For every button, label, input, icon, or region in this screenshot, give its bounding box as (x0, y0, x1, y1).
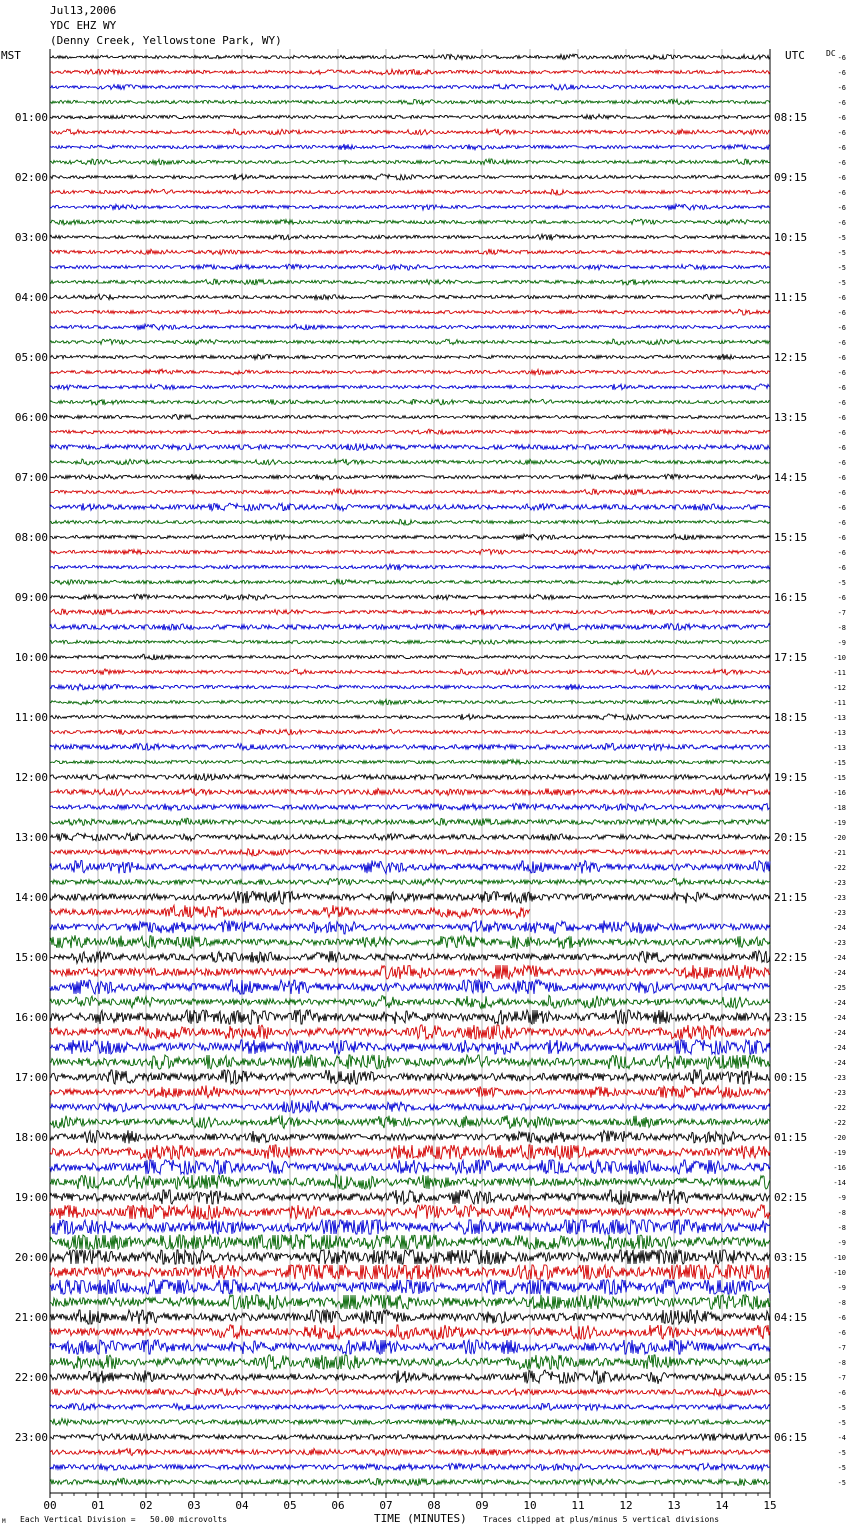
trace-row-53 (50, 833, 770, 841)
utc-label-0415: 04:15 (774, 1311, 808, 1324)
trace-row-10 (50, 189, 770, 195)
trace-row-61 (50, 951, 770, 964)
dc-offset-row-19: -6 (837, 324, 846, 332)
trace-row-64 (50, 995, 770, 1008)
trace-row-35 (50, 564, 770, 570)
x-tick-label-04: 04 (235, 1499, 249, 1512)
dc-offset-row-28: -6 (837, 459, 846, 467)
trace-row-47 (50, 743, 770, 750)
trace-row-95 (50, 1463, 770, 1471)
trace-row-27 (50, 443, 770, 450)
dc-offset-row-3: -6 (837, 84, 846, 92)
trace-row-29 (50, 474, 770, 480)
dc-offset-row-89: -7 (837, 1374, 846, 1382)
trace-row-88 (50, 1355, 770, 1369)
trace-row-30 (50, 489, 770, 495)
dc-offset-row-41: -10 (833, 654, 846, 662)
dc-offset-row-71: -22 (833, 1104, 846, 1112)
mst-label-1400: 14:00 (14, 891, 48, 904)
trace-row-67 (50, 1040, 770, 1054)
utc-label-0515: 05:15 (774, 1371, 808, 1384)
dc-offset-row-67: -24 (833, 1044, 846, 1052)
trace-row-19 (50, 324, 770, 330)
utc-label-1915: 19:15 (774, 771, 808, 784)
trace-row-55 (50, 860, 770, 873)
station-label: YDC EHZ WY (50, 19, 117, 32)
dc-offset-row-78: -8 (837, 1209, 846, 1217)
trace-row-15 (50, 264, 770, 270)
utc-label-2215: 22:15 (774, 951, 808, 964)
x-tick-label-03: 03 (187, 1499, 201, 1512)
trace-row-60 (50, 935, 770, 949)
trace-row-18 (50, 309, 770, 315)
dc-offset-row-47: -13 (833, 744, 846, 752)
trace-row-87 (50, 1340, 770, 1354)
trace-row-1 (50, 54, 770, 59)
utc-label-1515: 15:15 (774, 531, 808, 544)
trace-row-85 (50, 1310, 770, 1324)
dc-offset-row-7: -6 (837, 144, 846, 152)
trace-row-65 (50, 1010, 770, 1024)
dc-offset-row-40: -9 (837, 639, 846, 647)
mst-label-0700: 07:00 (14, 471, 48, 484)
trace-row-94 (50, 1448, 770, 1455)
dc-offset-row-90: -6 (837, 1389, 846, 1397)
dc-offset-row-59: -24 (833, 924, 846, 932)
dc-offset-row-36: -5 (837, 579, 846, 587)
trace-row-3 (50, 84, 770, 90)
trace-row-54 (50, 849, 770, 856)
dc-offset-row-27: -6 (837, 444, 846, 452)
utc-label-1715: 17:15 (774, 651, 808, 664)
dc-offset-row-45: -13 (833, 714, 846, 722)
dc-offset-row-43: -12 (833, 684, 846, 692)
trace-row-13 (50, 234, 770, 240)
trace-row-21 (50, 354, 770, 360)
mst-label-2300: 23:00 (14, 1431, 48, 1444)
dc-offset-row-65: -24 (833, 1014, 846, 1022)
trace-row-5 (50, 114, 770, 119)
utc-label-1115: 11:15 (774, 291, 808, 304)
trace-row-49 (50, 773, 770, 780)
trace-row-59 (50, 921, 770, 935)
trace-row-45 (50, 714, 770, 720)
dc-offset-row-24: -6 (837, 399, 846, 407)
dc-offset-row-32: -6 (837, 519, 846, 527)
dc-offset-row-17: -6 (837, 294, 846, 302)
trace-row-68 (50, 1055, 770, 1069)
dc-offset-row-30: -6 (837, 489, 846, 497)
mst-label-1100: 11:00 (14, 711, 48, 724)
trace-row-26 (50, 429, 770, 435)
dc-offset-row-95: -5 (837, 1464, 846, 1472)
trace-row-8 (50, 159, 770, 165)
dc-offset-row-68: -24 (833, 1059, 846, 1067)
utc-label-0615: 06:15 (774, 1431, 808, 1444)
mst-label-2000: 20:00 (14, 1251, 48, 1264)
dc-offset-row-63: -25 (833, 984, 846, 992)
mst-label-1600: 16:00 (14, 1011, 48, 1024)
trace-row-11 (50, 204, 770, 210)
dc-offset-row-22: -6 (837, 369, 846, 377)
dc-offset-row-50: -16 (833, 789, 846, 797)
dc-offset-row-29: -6 (837, 474, 846, 482)
mst-label-0200: 02:00 (14, 171, 48, 184)
trace-row-74 (50, 1145, 770, 1159)
trace-row-75 (50, 1160, 770, 1174)
utc-label-1615: 16:15 (774, 591, 808, 604)
dc-offset-row-62: -24 (833, 969, 846, 977)
trace-row-82 (50, 1265, 770, 1279)
dc-offset-row-38: -7 (837, 609, 846, 617)
dc-offset-row-2: -6 (837, 69, 846, 77)
trace-row-92 (50, 1418, 770, 1425)
dc-offset-row-93: -4 (837, 1434, 846, 1442)
x-axis-title: TIME (MINUTES) (374, 1512, 467, 1525)
trace-row-83 (50, 1280, 770, 1294)
trace-row-37 (50, 594, 770, 600)
x-tick-label-05: 05 (283, 1499, 297, 1512)
trace-row-46 (50, 729, 770, 735)
trace-row-4 (50, 99, 770, 104)
trace-row-77 (50, 1190, 770, 1204)
trace-row-6 (50, 129, 770, 135)
mst-label-1200: 12:00 (14, 771, 48, 784)
dc-offset-row-81: -10 (833, 1254, 846, 1262)
utc-label-1015: 10:15 (774, 231, 808, 244)
x-tick-label-13: 13 (667, 1499, 681, 1512)
dc-offset-row-69: -23 (833, 1074, 846, 1082)
dc-offset-row-44: -11 (833, 699, 846, 707)
dc-offset-row-54: -21 (833, 849, 846, 857)
trace-row-9 (50, 174, 770, 180)
utc-label-0015: 00:15 (774, 1071, 808, 1084)
trace-row-91 (50, 1403, 770, 1410)
trace-row-12 (50, 219, 770, 225)
trace-row-20 (50, 339, 770, 345)
x-tick-label-07: 07 (379, 1499, 393, 1512)
trace-row-17 (50, 294, 770, 299)
utc-label-1315: 13:15 (774, 411, 808, 424)
trace-row-69 (50, 1070, 770, 1084)
dc-offset-row-15: -5 (837, 264, 846, 272)
trace-row-32 (50, 519, 770, 525)
dc-offset-row-39: -8 (837, 624, 846, 632)
trace-row-34 (50, 549, 770, 555)
trace-row-90 (50, 1389, 770, 1396)
x-tick-label-15: 15 (763, 1499, 777, 1512)
dc-offset-row-49: -15 (833, 774, 846, 782)
mst-label-0600: 06:00 (14, 411, 48, 424)
x-tick-label-01: 01 (91, 1499, 105, 1512)
trace-row-52 (50, 818, 770, 825)
dc-offset-row-58: -23 (833, 909, 846, 917)
dc-offset-row-96: -5 (837, 1479, 846, 1487)
dc-header-label: DC (826, 49, 836, 58)
dc-offset-row-8: -6 (837, 159, 846, 167)
dc-offset-row-82: -10 (833, 1269, 846, 1277)
dc-offset-row-52: -19 (833, 819, 846, 827)
utc-label-0115: 01:15 (774, 1131, 808, 1144)
x-tick-label-02: 02 (139, 1499, 153, 1512)
x-tick-label-14: 14 (715, 1499, 729, 1512)
trace-row-80 (50, 1235, 770, 1249)
trace-row-89 (50, 1370, 770, 1384)
dc-offset-row-55: -22 (833, 864, 846, 872)
utc-label-1215: 12:15 (774, 351, 808, 364)
trace-row-78 (50, 1205, 770, 1219)
trace-row-14 (50, 249, 770, 255)
dc-offset-row-77: -9 (837, 1194, 846, 1202)
dc-offset-row-18: -6 (837, 309, 846, 317)
trace-row-84 (50, 1295, 770, 1309)
utc-label-0915: 09:15 (774, 171, 808, 184)
dc-offset-row-70: -23 (833, 1089, 846, 1097)
dc-offset-row-91: -5 (837, 1404, 846, 1412)
mst-label-0300: 03:00 (14, 231, 48, 244)
trace-row-22 (50, 369, 770, 375)
trace-row-96 (50, 1478, 770, 1486)
dc-offset-row-86: -6 (837, 1329, 846, 1337)
dc-offset-row-79: -8 (837, 1224, 846, 1232)
seismic-traces (50, 54, 770, 1486)
trace-row-33 (50, 534, 770, 540)
trace-row-72 (50, 1115, 770, 1128)
dc-offset-row-48: -15 (833, 759, 846, 767)
trace-row-39 (50, 623, 770, 630)
utc-label-0315: 03:15 (774, 1251, 808, 1264)
mst-label-0400: 04:00 (14, 291, 48, 304)
dc-offset-row-75: -16 (833, 1164, 846, 1172)
trace-row-86 (50, 1325, 770, 1339)
x-tick-label-06: 06 (331, 1499, 345, 1512)
trace-row-76 (50, 1175, 770, 1189)
mst-label-0800: 08:00 (14, 531, 48, 544)
trace-row-73 (50, 1130, 770, 1144)
dc-offset-row-37: -6 (837, 594, 846, 602)
clip-note: Traces clipped at plus/minus 5 vertical divisions (483, 1515, 720, 1524)
mst-label-2200: 22:00 (14, 1371, 48, 1384)
trace-row-38 (50, 609, 770, 615)
trace-row-71 (50, 1100, 770, 1113)
dc-offset-row-85: -6 (837, 1314, 846, 1322)
x-tick-label-11: 11 (571, 1499, 585, 1512)
dc-offset-row-26: -6 (837, 429, 846, 437)
mst-label-0900: 09:00 (14, 591, 48, 604)
dc-offset-row-33: -6 (837, 534, 846, 542)
dc-offset-row-57: -23 (833, 894, 846, 902)
mst-label-0500: 05:00 (14, 351, 48, 364)
dc-offset-row-80: -9 (837, 1239, 846, 1247)
mst-label-0100: 01:00 (14, 111, 48, 124)
dc-offset-row-51: -18 (833, 804, 846, 812)
dc-offset-row-61: -24 (833, 954, 846, 962)
utc-label-2115: 21:15 (774, 891, 808, 904)
dc-offset-row-31: -6 (837, 504, 846, 512)
mst-label-1900: 19:00 (14, 1191, 48, 1204)
utc-label-2315: 23:15 (774, 1011, 808, 1024)
x-axis (43, 1493, 776, 1512)
dc-offset-row-12: -6 (837, 219, 846, 227)
mst-label-1500: 15:00 (14, 951, 48, 964)
trace-row-36 (50, 579, 770, 585)
dc-offset-row-88: -8 (837, 1359, 846, 1367)
dc-offset-row-6: -6 (837, 129, 846, 137)
x-tick-label-10: 10 (523, 1499, 537, 1512)
dc-offset-row-42: -11 (833, 669, 846, 677)
trace-row-25 (50, 414, 770, 419)
trace-row-79 (50, 1220, 770, 1234)
corner-mark: M (2, 1518, 6, 1525)
dc-offset-row-73: -20 (833, 1134, 846, 1142)
dc-offset-row-16: -5 (837, 279, 846, 287)
dc-offset-row-13: -5 (837, 234, 846, 242)
dc-offset-row-76: -14 (833, 1179, 846, 1187)
mst-label-1300: 13:00 (14, 831, 48, 844)
trace-row-63 (50, 980, 770, 994)
dc-offset-row-21: -6 (837, 354, 846, 362)
dc-offset-row-4: -6 (837, 99, 846, 107)
trace-row-43 (50, 684, 770, 690)
trace-row-48 (50, 760, 770, 765)
trace-row-51 (50, 803, 770, 811)
mst-hour-labels (15, 111, 48, 1444)
trace-row-31 (50, 503, 770, 511)
trace-row-62 (50, 965, 770, 979)
mst-label-1800: 18:00 (14, 1131, 48, 1144)
dc-offset-row-46: -13 (833, 729, 846, 737)
dc-offset-row-14: -5 (837, 249, 846, 257)
utc-label-0815: 08:15 (774, 111, 808, 124)
trace-row-57 (50, 891, 770, 904)
trace-row-24 (50, 399, 770, 405)
dc-offset-labels (833, 54, 846, 1487)
date-label: Jul13,2006 (50, 4, 117, 17)
x-tick-label-12: 12 (619, 1499, 633, 1512)
dc-offset-row-74: -19 (833, 1149, 846, 1157)
trace-row-44 (50, 699, 770, 705)
x-tick-label-09: 09 (475, 1499, 489, 1512)
dc-offset-row-25: -6 (837, 414, 846, 422)
dc-offset-row-56: -23 (833, 879, 846, 887)
trace-row-16 (50, 279, 770, 285)
trace-row-40 (50, 640, 770, 645)
dc-offset-row-94: -5 (837, 1449, 846, 1457)
location-label: (Denny Creek, Yellowstone Park, WY) (50, 34, 282, 47)
trace-row-23 (50, 384, 770, 390)
right-timezone-label: UTC (785, 49, 805, 62)
dc-offset-row-53: -20 (833, 834, 846, 842)
trace-row-66 (50, 1025, 770, 1039)
trace-row-50 (50, 788, 770, 795)
x-tick-label-00: 00 (43, 1499, 57, 1512)
division-note: Each Vertical Division = 50.00 microvolts (20, 1515, 228, 1524)
dc-offset-row-35: -6 (837, 564, 846, 572)
trace-row-70 (50, 1085, 770, 1098)
dc-offset-row-9: -6 (837, 174, 846, 182)
utc-label-0215: 02:15 (774, 1191, 808, 1204)
left-timezone-label: MST (1, 49, 21, 62)
utc-label-1815: 18:15 (774, 711, 808, 724)
dc-offset-row-87: -7 (837, 1344, 846, 1352)
trace-row-41 (50, 654, 770, 660)
x-tick-label-08: 08 (427, 1499, 441, 1512)
dc-offset-row-84: -8 (837, 1299, 846, 1307)
utc-hour-labels (774, 111, 807, 1444)
utc-label-1415: 14:15 (774, 471, 808, 484)
dc-offset-row-34: -6 (837, 549, 846, 557)
dc-offset-row-10: -6 (837, 189, 846, 197)
dc-offset-row-1: -6 (837, 54, 846, 62)
dc-offset-row-23: -6 (837, 384, 846, 392)
trace-row-7 (50, 144, 770, 150)
utc-label-2015: 20:15 (774, 831, 808, 844)
dc-offset-row-11: -6 (837, 204, 846, 212)
mst-label-1700: 17:00 (14, 1071, 48, 1084)
dc-offset-row-20: -6 (837, 339, 846, 347)
mst-label-2100: 21:00 (14, 1311, 48, 1324)
dc-offset-row-64: -24 (833, 999, 846, 1007)
dc-offset-row-66: -24 (833, 1029, 846, 1037)
trace-row-81 (50, 1250, 770, 1264)
trace-row-56 (50, 878, 770, 885)
trace-row-2 (50, 69, 770, 75)
trace-row-42 (50, 669, 770, 675)
dc-offset-row-60: -23 (833, 939, 846, 947)
dc-offset-row-83: -9 (837, 1284, 846, 1292)
trace-row-28 (50, 459, 770, 465)
trace-row-93 (50, 1433, 770, 1440)
dc-offset-row-92: -5 (837, 1419, 846, 1427)
dc-offset-row-72: -22 (833, 1119, 846, 1127)
mst-label-1000: 10:00 (14, 651, 48, 664)
dc-offset-row-5: -6 (837, 114, 846, 122)
